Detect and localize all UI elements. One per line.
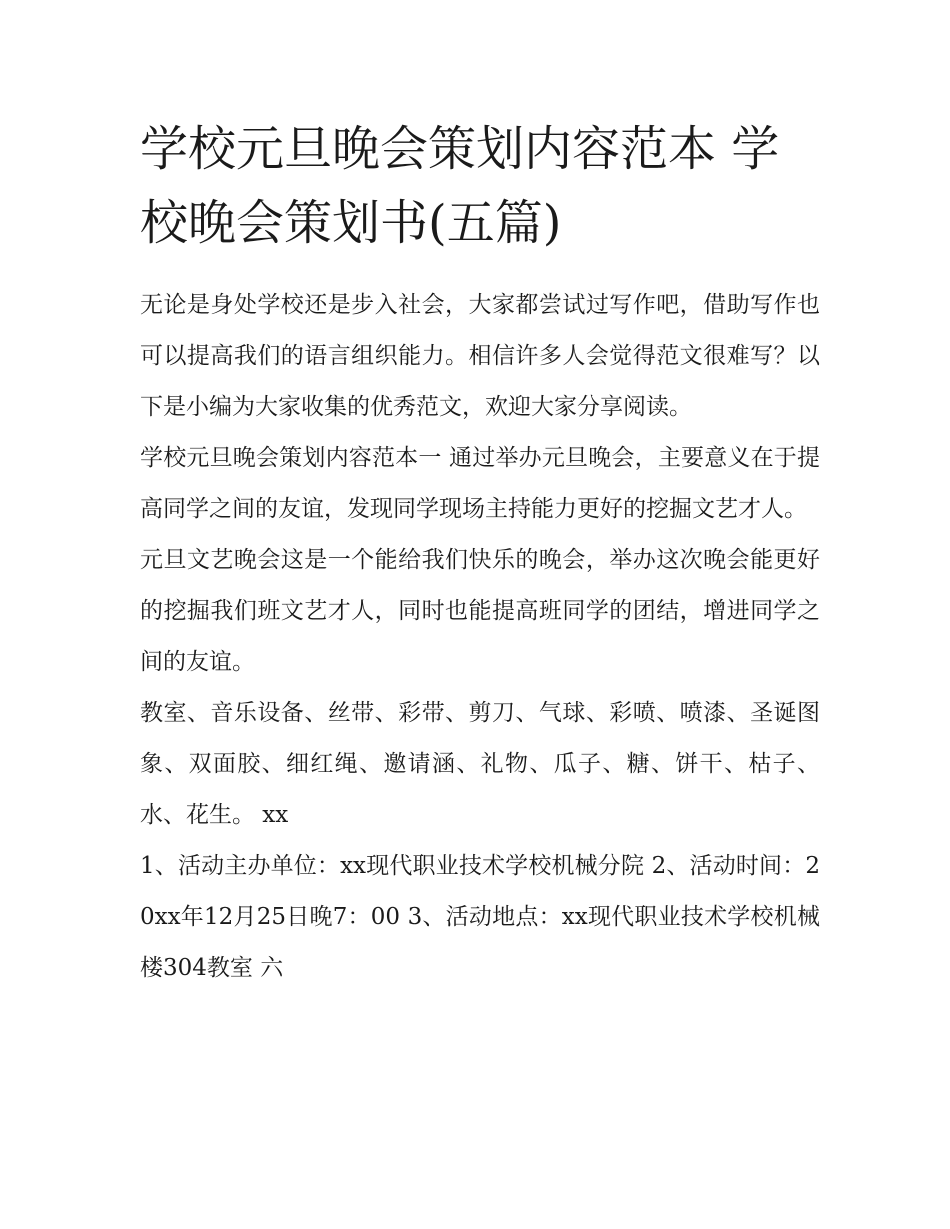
paragraph-details: 1、活动主办单位：xx现代职业技术学校机械分院 2、活动时间：20xx年12月25日晚7：00 3、活动地点：xx现代职业技术学校机械楼304教室 六	[140, 853, 820, 981]
document-body	[140, 280, 820, 994]
paragraph-theme: 元旦文艺晚会这是一个能给我们快乐的晚会，举办这次晚会能更好的挖掘我们班文艺才人，同时也能提高班同学的团结，增进同学之间的友谊。	[140, 547, 820, 675]
paragraph-intro: 无论是身处学校还是步入社会，大家都尝试过写作吧，借助写作也可以提高我们的语言组织能力。相信许多人会觉得范文很难写？以下是小编为大家收集的优秀范文，欢迎大家分享阅读。	[140, 292, 820, 420]
document-title: 学校元旦晚会策划内容范本 学校晚会策划书(五篇)	[140, 121, 780, 251]
paragraph-materials: 教室、音乐设备、丝带、彩带、剪刀、气球、彩喷、喷漆、圣诞图象、双面胶、细红绳、邀请涵、礼物、瓜子、糖、饼干、枯子、水、花生。 xx	[140, 700, 820, 828]
paragraph-purpose: 学校元旦晚会策划内容范本一 通过举办元旦晚会，主要意义在于提高同学之间的友谊，发现同学现场主持能力更好的挖掘文艺才人。	[140, 445, 820, 522]
